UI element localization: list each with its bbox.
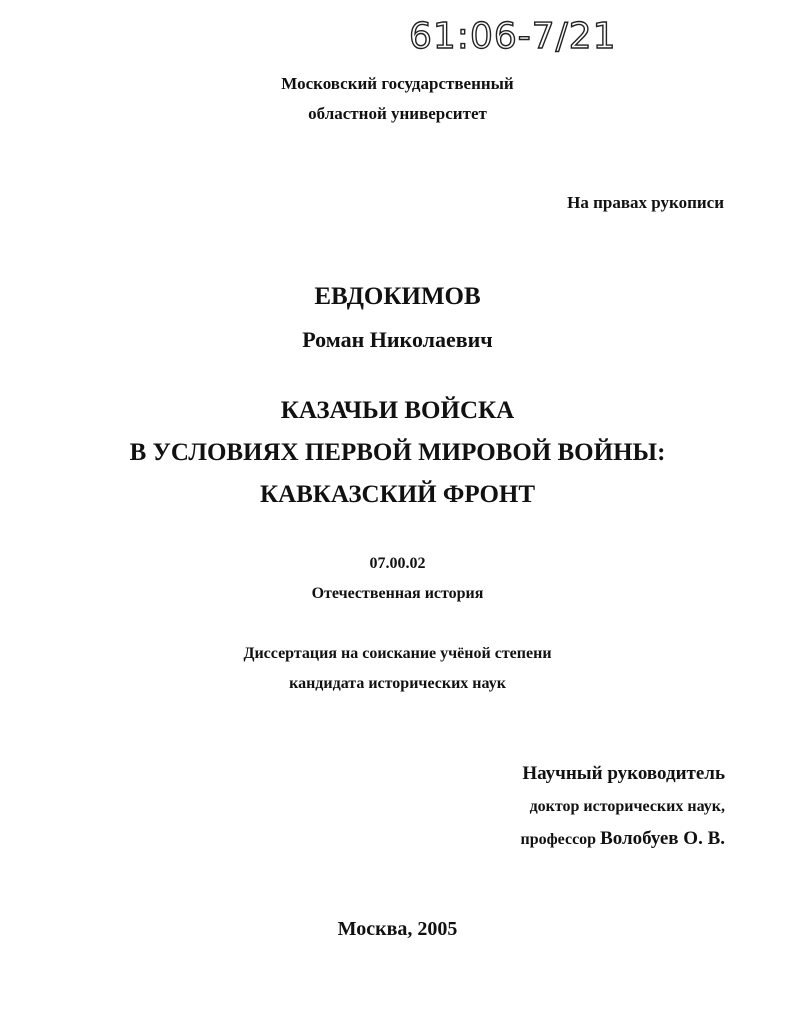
- title-line-1: КАЗАЧЬИ ВОЙСКА: [280, 397, 515, 424]
- supervisor-heading: Научный руководитель: [522, 763, 725, 784]
- specialty-code: 07.00.02: [369, 555, 426, 572]
- specialty-name: Отечественная история: [311, 585, 484, 602]
- handwritten-call-number-drawing: [405, 8, 625, 58]
- author-given-names: Роман Николаевич: [302, 327, 493, 352]
- title-line-2: В УСЛОВИЯХ ПЕРВОЙ МИРОВОЙ ВОЙНЫ:: [129, 439, 666, 466]
- handwritten-call-number: [405, 8, 625, 58]
- supervisor-rank-name: [520, 828, 725, 850]
- dissertation-line-2: кандидата исторических наук: [289, 675, 506, 692]
- manuscript-rights: На правах рукописи: [567, 193, 724, 212]
- city-year: Москва, 2005: [337, 918, 458, 940]
- university-line-2: областной университет: [308, 104, 487, 123]
- supervisor-name: Волобуев О. В.: [600, 828, 725, 849]
- author-surname: ЕВДОКИМОВ: [314, 283, 481, 310]
- university-line-1: Московский государственный: [281, 74, 514, 93]
- title-line-3: КАВКАЗСКИЙ ФРОНТ: [259, 481, 536, 508]
- svg-text:61:06-7/21: 61:06-7/21: [409, 16, 617, 57]
- supervisor-degree: доктор исторических наук,: [529, 798, 725, 815]
- dissertation-line-1: Диссертация на соискание учёной степени: [243, 645, 552, 662]
- supervisor-rank: профессор: [520, 831, 597, 848]
